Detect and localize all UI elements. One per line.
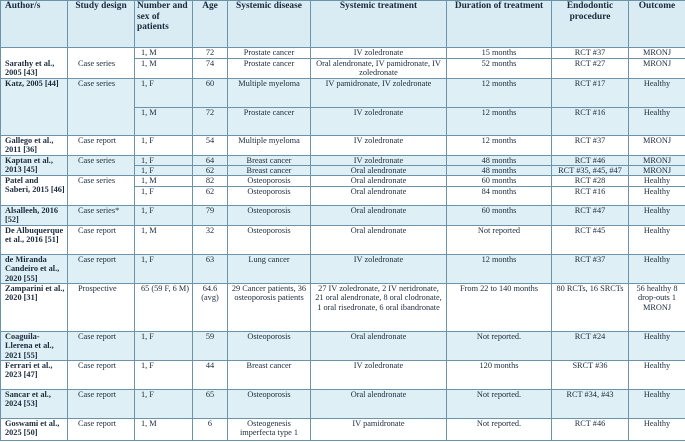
systemic-treatment-cell: Oral alendronate bbox=[311, 226, 447, 255]
procedure-cell: RCT #45 bbox=[552, 226, 629, 255]
procedure-cell: 80 RCTs, 16 SRCTs bbox=[552, 284, 629, 332]
systemic-disease-cell: Breast cancer bbox=[228, 165, 311, 175]
age-cell: 63 bbox=[193, 255, 228, 284]
systemic-treatment-cell: Oral alendronate bbox=[311, 332, 447, 361]
duration-cell: 120 months bbox=[447, 361, 552, 390]
systemic-treatment-cell: 27 IV zoledronate, 2 IV neridronate, 21 oral alendronate, 8 oral clodronate, 1 oral risedronate, 6 oral ibandronate bbox=[311, 284, 447, 332]
outcome-cell: MRONJ bbox=[629, 48, 685, 59]
age-cell: 62 bbox=[193, 165, 228, 175]
table-row bbox=[1, 78, 685, 107]
outcome-cell: Healthy bbox=[629, 176, 685, 187]
header-study-design: Study design bbox=[68, 1, 135, 48]
outcome-cell: Healthy bbox=[629, 206, 685, 226]
systemic-disease-cell: Prostate cancer bbox=[228, 59, 311, 79]
duration-cell: Not reported. bbox=[447, 419, 552, 441]
systemic-treatment-cell: Oral alendronate bbox=[311, 206, 447, 226]
procedure-cell: RCT #47 bbox=[552, 206, 629, 226]
number-sex-cell: 1, F bbox=[135, 255, 193, 284]
procedure-cell: RCT #46 bbox=[552, 419, 629, 441]
age-cell: 62 bbox=[193, 187, 228, 206]
number-sex-cell: 1, M bbox=[135, 59, 193, 79]
age-cell: 6 bbox=[193, 419, 228, 441]
systemic-disease-cell: Osteoporosis bbox=[228, 176, 311, 187]
study-design-cell: Case report bbox=[68, 332, 135, 361]
age-cell: 72 bbox=[193, 48, 228, 59]
number-sex-cell: 1, F bbox=[135, 187, 193, 206]
header-duration: Duration of treatment bbox=[447, 1, 552, 48]
table-row bbox=[1, 255, 685, 284]
procedure-cell: RCT #24 bbox=[552, 332, 629, 361]
number-sex-cell: 1, F bbox=[135, 361, 193, 390]
header-endodontic-procedure: Endodontic procedure bbox=[552, 1, 629, 48]
table-row bbox=[1, 226, 685, 255]
outcome-cell: Healthy bbox=[629, 361, 685, 390]
outcome-cell: Healthy bbox=[629, 419, 685, 441]
number-sex-cell: 1, M bbox=[135, 176, 193, 187]
number-sex-cell: 1, F bbox=[135, 155, 193, 165]
author-cell: Ferrari et al., 2023 [47] bbox=[1, 361, 68, 390]
systemic-disease-cell: Breast cancer bbox=[228, 361, 311, 390]
systemic-treatment-cell: IV zoledronate bbox=[311, 155, 447, 165]
table-row bbox=[1, 135, 685, 155]
number-sex-cell: 1, F bbox=[135, 135, 193, 155]
systemic-treatment-cell: Oral alendronate bbox=[311, 187, 447, 206]
procedure-cell: RCT #27 bbox=[552, 59, 629, 79]
procedure-cell: RCT #16 bbox=[552, 107, 629, 135]
outcome-cell: Healthy bbox=[629, 107, 685, 135]
outcome-cell: Healthy bbox=[629, 332, 685, 361]
outcome-cell: Healthy bbox=[629, 255, 685, 284]
duration-cell: 60 months bbox=[447, 206, 552, 226]
age-cell: 72 bbox=[193, 107, 228, 135]
study-design-cell: Case report bbox=[68, 135, 135, 155]
age-cell: 82 bbox=[193, 176, 228, 187]
procedure-cell: RCT #34, #43 bbox=[552, 390, 629, 419]
author-cell: Kaptan et al., 2013 [45] bbox=[1, 155, 68, 176]
study-design-cell: Case report bbox=[68, 361, 135, 390]
age-cell: 74 bbox=[193, 59, 228, 79]
duration-cell: Not reported bbox=[447, 226, 552, 255]
systemic-disease-cell: Breast cancer bbox=[228, 155, 311, 165]
author-cell: Katz, 2005 [44] bbox=[1, 78, 68, 135]
number-sex-cell: 1, F bbox=[135, 78, 193, 107]
systemic-treatment-cell: IV zoledronate bbox=[311, 135, 447, 155]
procedure-cell: SRCT #36 bbox=[552, 361, 629, 390]
systemic-disease-cell: Osteoporosis bbox=[228, 390, 311, 419]
table-row bbox=[1, 284, 685, 332]
study-design-cell: Case series* bbox=[68, 206, 135, 226]
header-systemic-treatment: Systemic treatment bbox=[311, 1, 447, 48]
study-design-cell: Case report bbox=[68, 419, 135, 441]
systemic-disease-cell: Lung cancer bbox=[228, 255, 311, 284]
procedure-cell: RCT #37 bbox=[552, 48, 629, 59]
number-sex-cell: 1, M bbox=[135, 48, 193, 59]
systemic-treatment-cell: IV zoledronate bbox=[311, 255, 447, 284]
duration-cell: Not reported. bbox=[447, 332, 552, 361]
systemic-treatment-cell: Oral alendronate bbox=[311, 165, 447, 175]
systemic-disease-cell: Osteoporosis bbox=[228, 226, 311, 255]
table-row bbox=[1, 206, 685, 226]
procedure-cell: RCT #37 bbox=[552, 255, 629, 284]
table-row bbox=[1, 48, 685, 59]
outcome-cell: 56 healthy 8 drop-outs 1 MRONJ bbox=[629, 284, 685, 332]
table-row bbox=[1, 155, 685, 165]
study-design-cell: Case series bbox=[68, 48, 135, 79]
study-design-cell: Case report bbox=[68, 226, 135, 255]
outcome-cell: MRONJ bbox=[629, 155, 685, 165]
systemic-disease-cell: Multiple myeloma bbox=[228, 135, 311, 155]
duration-cell: 12 months bbox=[447, 107, 552, 135]
age-cell: 65 bbox=[193, 390, 228, 419]
procedure-cell: RCT #16 bbox=[552, 187, 629, 206]
systemic-disease-cell: Osteoporosis bbox=[228, 206, 311, 226]
duration-cell: Not reported. bbox=[447, 390, 552, 419]
age-cell: 54 bbox=[193, 135, 228, 155]
outcome-cell: MRONJ bbox=[629, 135, 685, 155]
systemic-disease-cell: Osteoporosis bbox=[228, 187, 311, 206]
table-row bbox=[1, 176, 685, 187]
header-outcome: Outcome bbox=[629, 1, 685, 48]
age-cell: 32 bbox=[193, 226, 228, 255]
systemic-treatment-cell: Oral alendronate bbox=[311, 390, 447, 419]
author-cell: Alsalleeh, 2016 [52] bbox=[1, 206, 68, 226]
systemic-disease-cell: Prostate cancer bbox=[228, 107, 311, 135]
table-row bbox=[1, 361, 685, 390]
age-cell: 59 bbox=[193, 332, 228, 361]
duration-cell: 84 months bbox=[447, 187, 552, 206]
header-systemic-disease: Systemic disease bbox=[228, 1, 311, 48]
outcome-cell: MRONJ bbox=[629, 59, 685, 79]
author-cell: Gallego et al., 2011 [36] bbox=[1, 135, 68, 155]
procedure-cell: RCT #17 bbox=[552, 78, 629, 107]
author-cell: Sancar et al., 2024 [53] bbox=[1, 390, 68, 419]
table-row bbox=[1, 332, 685, 361]
age-cell: 64.6 (avg) bbox=[193, 284, 228, 332]
author-cell: De Albuquerque et al., 2016 [51] bbox=[1, 226, 68, 255]
systemic-treatment-cell: Oral alendronate bbox=[311, 176, 447, 187]
systemic-disease-cell: Prostate cancer bbox=[228, 48, 311, 59]
systemic-disease-cell: Osteoporosis bbox=[228, 332, 311, 361]
author-cell: Goswami et al., 2025 [50] bbox=[1, 419, 68, 441]
study-design-cell: Case series bbox=[68, 176, 135, 206]
header-number-sex: Number and sex of patients bbox=[135, 1, 193, 48]
author-cell: Patel and Saberi, 2015 [46] bbox=[1, 176, 68, 206]
systemic-treatment-cell: Oral alendronate, IV pamidronate, IV zoledronate bbox=[311, 59, 447, 79]
systemic-treatment-cell: IV zoledronate bbox=[311, 107, 447, 135]
author-cell: Coaguila-Llerena et al., 2021 [55] bbox=[1, 332, 68, 361]
age-cell: 44 bbox=[193, 361, 228, 390]
systemic-disease-cell: Osteogenesis imperfecta type 1 bbox=[228, 419, 311, 441]
number-sex-cell: 1, M bbox=[135, 107, 193, 135]
number-sex-cell: 1, M bbox=[135, 226, 193, 255]
age-cell: 79 bbox=[193, 206, 228, 226]
duration-cell: 15 months bbox=[447, 48, 552, 59]
systemic-treatment-cell: IV pamidronate, IV zoledronate bbox=[311, 78, 447, 107]
number-sex-cell: 1, F bbox=[135, 206, 193, 226]
duration-cell: 48 months bbox=[447, 155, 552, 165]
outcome-cell: Healthy bbox=[629, 226, 685, 255]
outcome-cell: Healthy bbox=[629, 78, 685, 107]
author-cell: de Miranda Candeiro et al., 2020 [55] bbox=[1, 255, 68, 284]
outcome-cell: Healthy bbox=[629, 390, 685, 419]
number-sex-cell: 1, M bbox=[135, 419, 193, 441]
procedure-cell: RCT #35, #45, #47 bbox=[552, 165, 629, 175]
duration-cell: 12 months bbox=[447, 135, 552, 155]
duration-cell: From 22 to 140 months bbox=[447, 284, 552, 332]
duration-cell: 60 months bbox=[447, 176, 552, 187]
systemic-treatment-cell: IV zoledronate bbox=[311, 48, 447, 59]
systemic-treatment-cell: IV zoledronate bbox=[311, 361, 447, 390]
table-row bbox=[1, 390, 685, 419]
study-design-cell: Case report bbox=[68, 390, 135, 419]
header-row bbox=[1, 1, 685, 48]
systemic-disease-cell: Multiple myeloma bbox=[228, 78, 311, 107]
number-sex-cell: 1, F bbox=[135, 165, 193, 175]
study-design-cell: Prospective bbox=[68, 284, 135, 332]
header-author: Author/s bbox=[1, 1, 68, 48]
header-age: Age bbox=[193, 1, 228, 48]
study-design-cell: Case series bbox=[68, 155, 135, 176]
author-cell: Sarathy et al., 2005 [43] bbox=[1, 48, 68, 79]
duration-cell: 12 months bbox=[447, 255, 552, 284]
procedure-cell: RCT #37 bbox=[552, 135, 629, 155]
age-cell: 64 bbox=[193, 155, 228, 165]
number-sex-cell: 1, F bbox=[135, 332, 193, 361]
author-cell: Zamparini et al., 2020 [31] bbox=[1, 284, 68, 332]
outcome-cell: MRONJ bbox=[629, 165, 685, 175]
study-design-cell: Case report bbox=[68, 255, 135, 284]
procedure-cell: RCT #28 bbox=[552, 176, 629, 187]
duration-cell: 12 months bbox=[447, 78, 552, 107]
systemic-disease-cell: 29 Cancer patients, 36 osteoporosis patients bbox=[228, 284, 311, 332]
systemic-treatment-cell: IV pamidronate bbox=[311, 419, 447, 441]
number-sex-cell: 1, F bbox=[135, 390, 193, 419]
duration-cell: 48 months bbox=[447, 165, 552, 175]
duration-cell: 52 months bbox=[447, 59, 552, 79]
age-cell: 60 bbox=[193, 78, 228, 107]
procedure-cell: RCT #46 bbox=[552, 155, 629, 165]
table-row bbox=[1, 419, 685, 441]
study-design-cell: Case series bbox=[68, 78, 135, 135]
outcome-cell: Healthy bbox=[629, 187, 685, 206]
number-sex-cell: 65 (59 F, 6 M) bbox=[135, 284, 193, 332]
